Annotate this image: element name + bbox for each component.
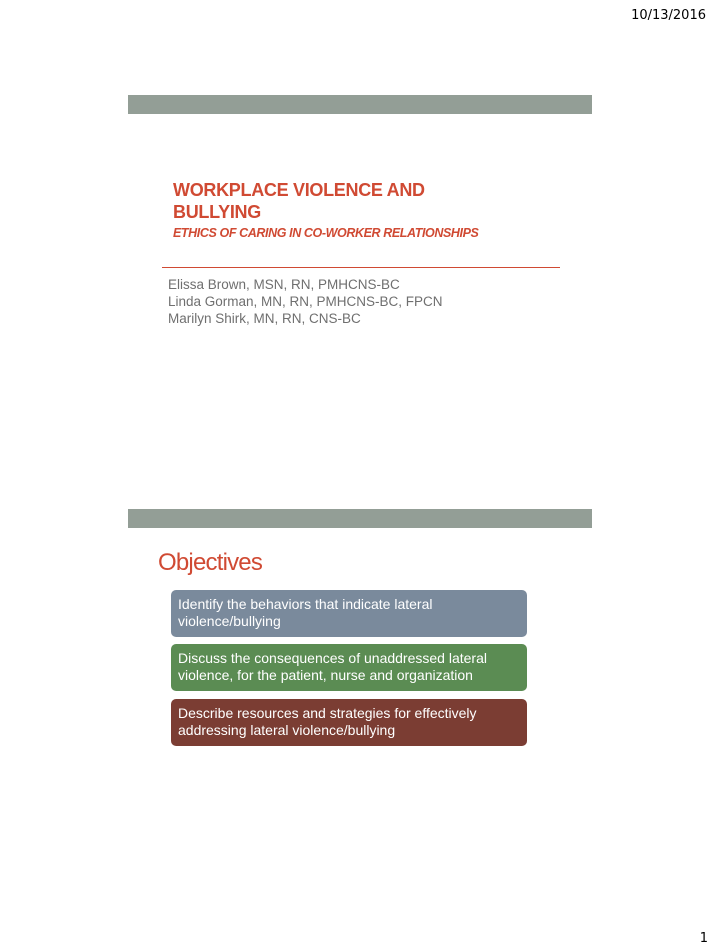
objectives-heading: Objectives bbox=[158, 549, 263, 576]
author-line: Marilyn Shirk, MN, RN, CNS-BC bbox=[168, 311, 361, 326]
title-block bbox=[173, 179, 573, 240]
slide-title bbox=[128, 95, 592, 425]
page-number: 1 bbox=[699, 931, 708, 946]
slide-header-bar bbox=[128, 95, 592, 114]
presentation-subtitle: ETHICS OF CARING IN CO-WORKER RELATIONSHIPS bbox=[173, 226, 479, 240]
objective-item: Discuss the consequences of unaddressed lateral violence, for the patient, nurse and organization bbox=[171, 644, 527, 691]
objective-item: Identify the behaviors that indicate lateral violence/bullying bbox=[171, 590, 527, 637]
title-divider bbox=[162, 267, 560, 268]
author-list bbox=[168, 276, 443, 327]
author-line: Elissa Brown, MSN, RN, PMHCNS-BC bbox=[168, 277, 400, 292]
author-line: Linda Gorman, MN, RN, PMHCNS-BC, FPCN bbox=[168, 294, 443, 309]
objective-item: Describe resources and strategies for effectively addressing lateral violence/bullying bbox=[171, 699, 527, 746]
slide-header-bar bbox=[128, 509, 592, 528]
presentation-title: WORKPLACE VIOLENCE AND BULLYING bbox=[173, 180, 425, 222]
print-date: 10/13/2016 bbox=[631, 8, 706, 23]
slide-objectives bbox=[128, 509, 592, 839]
